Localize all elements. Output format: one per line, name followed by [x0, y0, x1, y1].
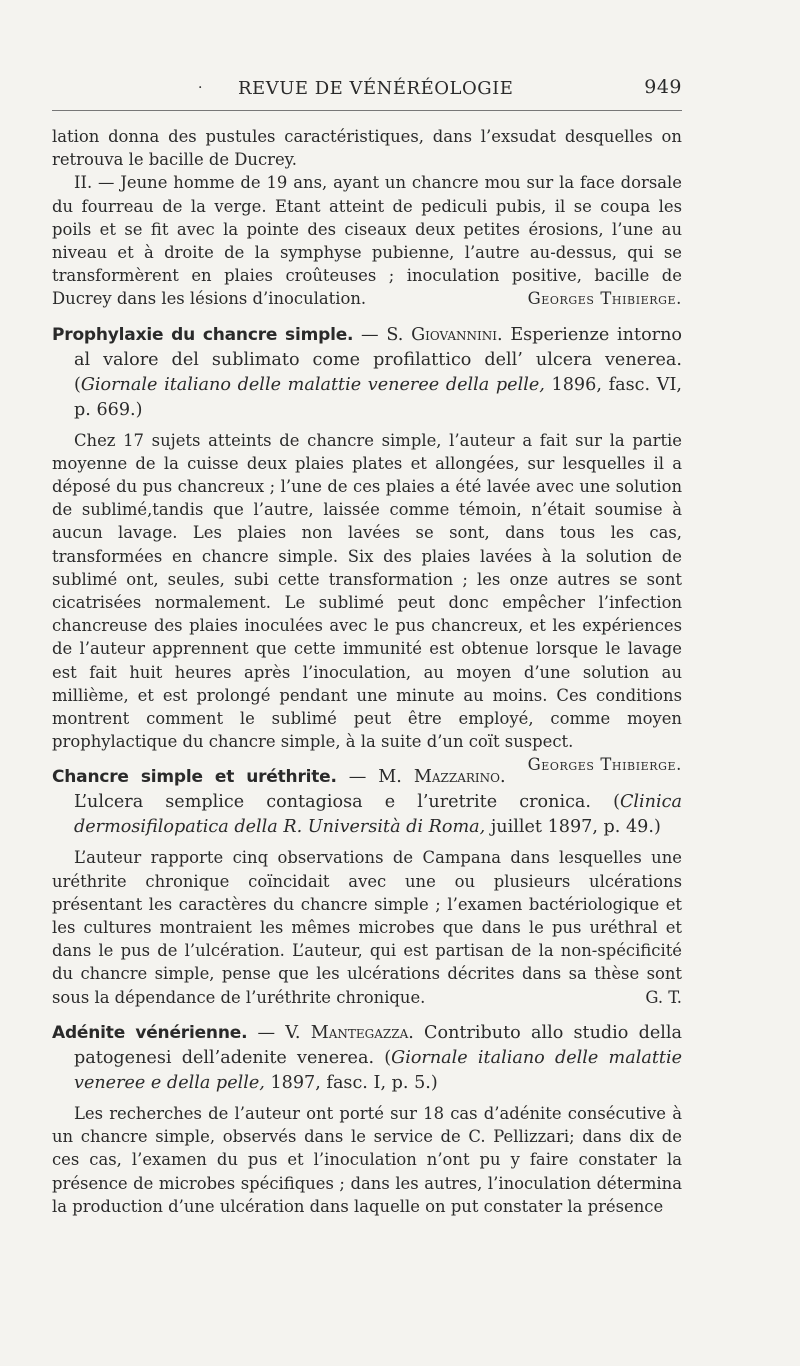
article-author: V. Mantegazza. [285, 1022, 414, 1043]
dash: — [353, 324, 387, 345]
article-title: Contributo allo studio della patogenesi dell’adenite venerea. ( [74, 1022, 682, 1068]
article-keyword: Adénite vénérienne. [52, 1022, 248, 1043]
article-author: M. Mazzarino. [378, 767, 506, 788]
article-ref: 1896, fasc. VI, p. 669.) [74, 374, 682, 420]
header-rule [52, 110, 682, 111]
article-body [52, 1102, 682, 1218]
article-heading [52, 1021, 682, 1096]
article-title: L’ulcera semplice contagiosa e l’uretrite cronica. ( [74, 792, 620, 813]
article-ref: juillet 1897, p. 49.) [485, 817, 661, 838]
article-title: Esperienze intorno al valore del sublimato come profilattico dell’ ulcera venerea. ( [74, 324, 682, 395]
article-author: S. Giovannini. [386, 324, 503, 345]
running-head [52, 74, 682, 106]
intro-paragraph-1: lation donna des pustules caractéristiques, dans l’exsudat desquelles on retrouva le bacille de Ducrey. [52, 127, 682, 170]
article-body [52, 846, 682, 1008]
intro-paragraph-2 [52, 171, 682, 310]
article-body-text: Chez 17 sujets atteints de chancre simple, l’auteur a fait sur la partie moyenne de la cuisse deux plaies plates et allongées, sur lesquelles il a déposé du pus chancreux ; l’une de ces plaies a été lavée avec une solution de sublimé,tandis que l’autre, laissée comme témoin, n’était soumise à aucun lavage. Les plaies non lavées se sont, dans tous les cas, transformées en chancre simple. Six des plaies lavées à la solution de sublimé ont, seules, subi cette transformation ; les onze autres se sont cicatrisées normalement. Le sublimé peut donc empêcher l’infection chancreuse des plaies inoculées avec le pus chancreux, et les expériences de l’auteur apprennent que cette immunité est obtenue lorsque le lavage est fait huit heures après l’inoculation, au moyen d’une solution au millième, et est prolongé pendant une minute au moins. Ces conditions montrent comment le sublimé peut être employé, comme moyen prophylactique du chancre simple, à la suite d’un coït suspect. [52, 430, 682, 752]
article-journal: Clinica dermosifilopatica della R. Università di Roma, [74, 792, 682, 838]
dash: — [336, 767, 379, 788]
article-journal: Giornale italiano delle malattie veneree e della pelle, [74, 1047, 682, 1093]
header-bullet: · [198, 80, 203, 96]
intro-paragraph-2-text: II. — Jeune homme de 19 ans, ayant un chancre mou sur la face dorsale du fourreau de la verge. Etant atteint de pediculi pubis, il se coupa les poils et se fit avec la pointe des ciseaux deux petites érosions, l’une au niveau et à droite de la symphyse pubienne, l’autre au-dessus, qui se transformèrent en plaies croûteuses ; inoculation positive, bacille de Ducrey dans les lésions d’inoculation. [52, 173, 682, 309]
article-body [52, 429, 682, 775]
article-keyword: Prophylaxie du chancre simple. [52, 324, 354, 345]
article-heading [52, 323, 682, 423]
page-number: 949 [644, 76, 682, 98]
page [52, 74, 682, 1218]
article-body-text: Les recherches de l’auteur ont porté sur 18 cas d’adénite consécutive à un chancre simple, observés dans le service de C. Pellizzari; dans dix de ces cas, l’examen du pus et l’inoculation n’ont pu y faire constater la présence de microbes spécifiques ; dans les autres, l’inoculation détermina la production d’une ulcération dans laquelle on put constater la présence [52, 1103, 682, 1216]
signature: Georges Thibierge. [527, 755, 682, 775]
article-ref: 1897, fasc. I, p. 5.) [264, 1072, 438, 1093]
journal-title: REVUE DE VÉNÉRÉOLOGIE [238, 78, 514, 99]
article-heading [52, 765, 682, 840]
article-keyword: Chancre simple et uréthrite. [52, 767, 337, 788]
article-journal: Giornale italiano delle malattie veneree della pelle, [80, 374, 545, 395]
article-body-text: L’auteur rapporte cinq observations de Campana dans lesquelles une uréthrite chronique coïncidait avec une ou plusieurs ulcérations présentant les caractères du chancre simple ; l’examen bactériologique et les cultures montraient les mêmes microbes que dans le pus uréthral et dans le pus de l’ulcération. L’auteur, qui est partisan de la non-spécificité du chancre simple, pense que les ulcérations décrites dans sa thèse sont sous la dépendance de l’uréthrite chronique. [52, 848, 682, 1007]
signature: G. T. [645, 987, 682, 1007]
dash: — [247, 1022, 286, 1043]
signature: Georges Thibierge. [527, 289, 682, 309]
